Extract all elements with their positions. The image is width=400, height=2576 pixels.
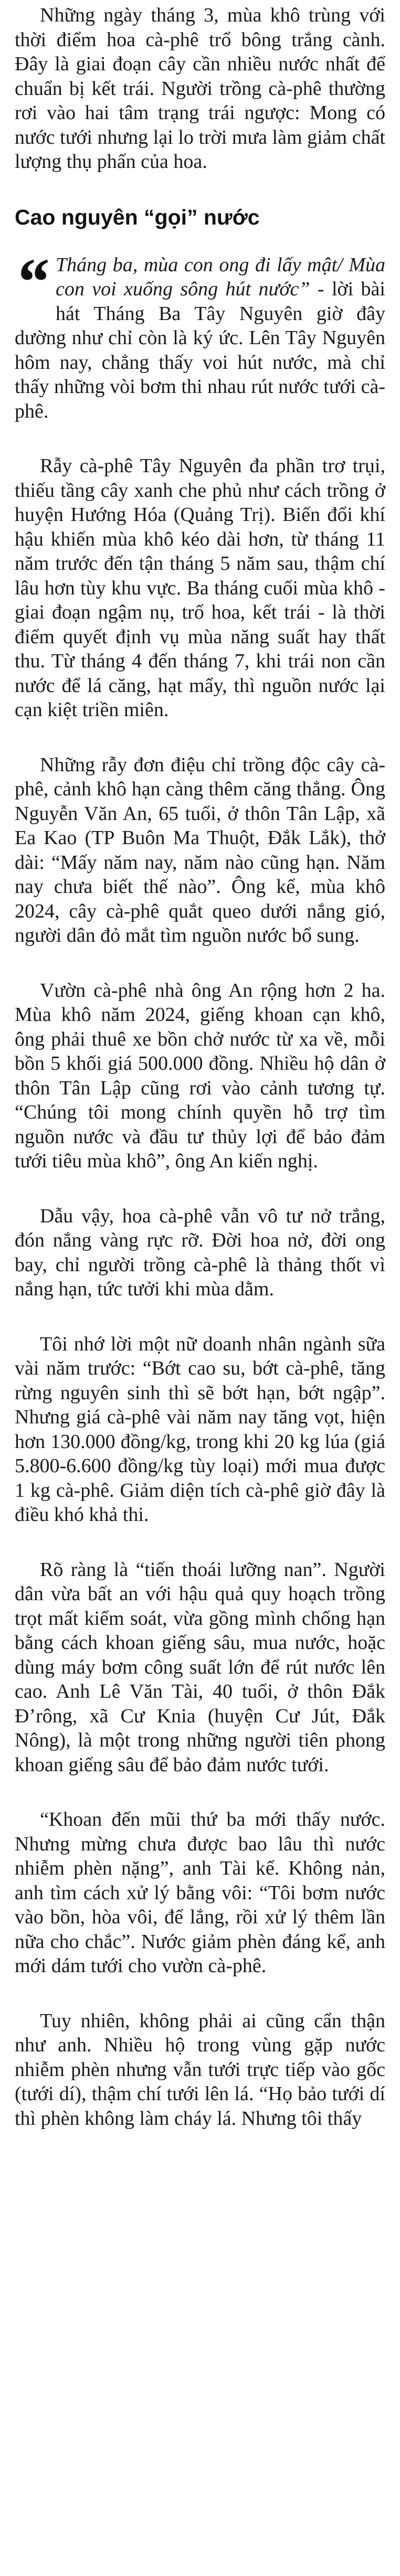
article-body	[15, 0, 385, 2161]
paragraph-dilemma: Rõ ràng là “tiến thoái lưỡng nan”. Người dân vừa bất an với hậu quả quy hoạch trồng trọt mất kiểm soát, vừa gồng mình chống hạn bằng cách khoan giếng sâu, mua nước, hoặc dùng máy bơm công suất lớn để rút nước lên cao. Anh Lê Văn Tài, 40 tuổi, ở thôn Đắk Đ’rông, xã Cư Knia (huyện Cư Jút, Đắk Nông), là một trong những người tiên phong khoan giếng sâu để bảo đảm nước tưới.	[15, 1558, 385, 1776]
intro-paragraph: Những ngày tháng 3, mùa khô trùng với thời điểm hoa cà-phê trổ bông trắng cành. Đây là giai đoạn cây cần nhiều nước nhất để chuẩn bị kết trái. Người trồng cà-phê thường rơi vào hai tâm trạng trái ngược: Mong có nước tưới nhưng lại lo trời mưa làm giảm chất lượng thụ phấn của hoa.	[15, 4, 385, 173]
paragraph-water-truck: Vườn cà-phê nhà ông An rộng hơn 2 ha. Mùa khô năm 2024, giếng khoan cạn khô, ông phải thuê xe bồn chở nước từ xa về, mỗi bồn 5 khối giá 500.000 đồng. Nhiều hộ dân ở thôn Tân Lập cũng rơi vào cảnh tương tự. “Chúng tôi mong chính quyền hỗ trợ tìm nguồn nước và đầu tư thủy lợi để bảo đảm tưới tiêu mùa khô”, ông An kiến nghị.	[15, 979, 385, 1172]
paragraph-well: “Khoan đến mũi thứ ba mới thấy nước. Nhưng mừng chưa được bao lâu thì nước nhiễm phèn nặng”, anh Tài kể. Không nản, anh tìm cách xử lý bằng vôi: “Tôi bơm nước vào bồn, hòa vôi, để lắng, rồi xử lý thêm lần nữa cho chắc”. Nước giảm phèn đáng kể, anh mới dám tưới cho vườn cà-phê.	[15, 1808, 385, 1977]
paragraph-flowers: Dẫu vậy, hoa cà-phê vẫn vô tư nở trắng, đón nắng vàng rực rỡ. Đời hoa nở, đời ong bay, chỉ người trồng cà-phê là thảng thốt vì nắng hạn, tức tưởi khi mùa dằm.	[15, 1205, 385, 1300]
paragraph-drought: Rẫy cà-phê Tây Nguyên đa phần trơ trụi, thiếu tầng cây xanh che phủ như cách trồng ở huyện Hướng Hóa (Quảng Trị). Biến đổi khí hậu khiến mùa khô kéo dài hơn, từ tháng 11 năm trước đến tận tháng 5 năm sau, thậm chí lâu hơn tùy khu vực. Ba tháng cuối mùa khô - giai đoạn ngậm nụ, trổ hoa, kết trái - là thời điểm quyết định vụ mùa năng suất hay thất thu. Từ tháng 4 đến tháng 7, khi trái non cần nước để lá căng, hạt mẩy, thì nguồn nước lại cạn kiệt triền miên.	[15, 455, 385, 721]
paragraph-businesswoman: Tôi nhớ lời một nữ doanh nhân ngành sữa vài năm trước: “Bớt cao su, bớt cà-phê, tăng rừng nguyên sinh thì sẽ bớt hạn, bớt ngập”. Nhưng giá cà-phê vài năm nay tăng vọt, hiện hơn 130.000 đồng/kg, trong khi 20 kg lúa (giá 5.800-6.600 đồng/kg tùy loại) mới mua được 1 kg cà-phê. Giảm diện tích cà-phê giờ đây là điều khó khả thi.	[15, 1333, 385, 1526]
section-heading: Cao nguyên “gọi” nước	[15, 205, 260, 229]
quoted-lyric: Tháng ba, mùa con ong đi lấy mật/ Mùa con voi xuống sông hút nước”	[56, 253, 385, 300]
paragraph-farmer-an: Những rẫy đơn điệu chỉ trồng độc cây cà-phê, cảnh khô hạn càng thêm căng thẳng. Ông Nguyễn Văn An, 65 tuổi, ở thôn Tân Lập, xã Ea Kao (TP Buôn Ma Thuột, Đắk Lắk), thở dài: “Mấy năm nay, năm nào cũng hạn. Năm nay chưa biết thế nào”. Ông kể, mùa khô 2024, cây cà-phê quắt queo dưới nắng gió, người dân đỏ mắt tìm nguồn nước bổ sung.	[15, 753, 385, 946]
opening-quote-mark: “	[15, 244, 48, 319]
paragraph-alum-water: Tuy nhiên, không phải ai cũng cẩn thận như anh. Nhiều hộ trong vùng gặp nước nhiễm phèn nhưng vẫn tưới trực tiếp vào gốc (tưới dí), thậm chí tưới lên lá. “Họ bảo tưới dí thì phèn không làm cháy lá. Nhưng tôi thấy	[15, 2009, 385, 2130]
quote-paragraph	[15, 244, 385, 424]
quote-paragraph-text: - lời bài hát Tháng Ba Tây Nguyên giờ đây dường như chỉ còn là ký ức. Lên Tây Nguyên hôm nay, chẳng thấy voi hút nước, mà chỉ thấy những vòi bơm thi nhau rút nước tưới cà-phê.	[15, 278, 385, 422]
